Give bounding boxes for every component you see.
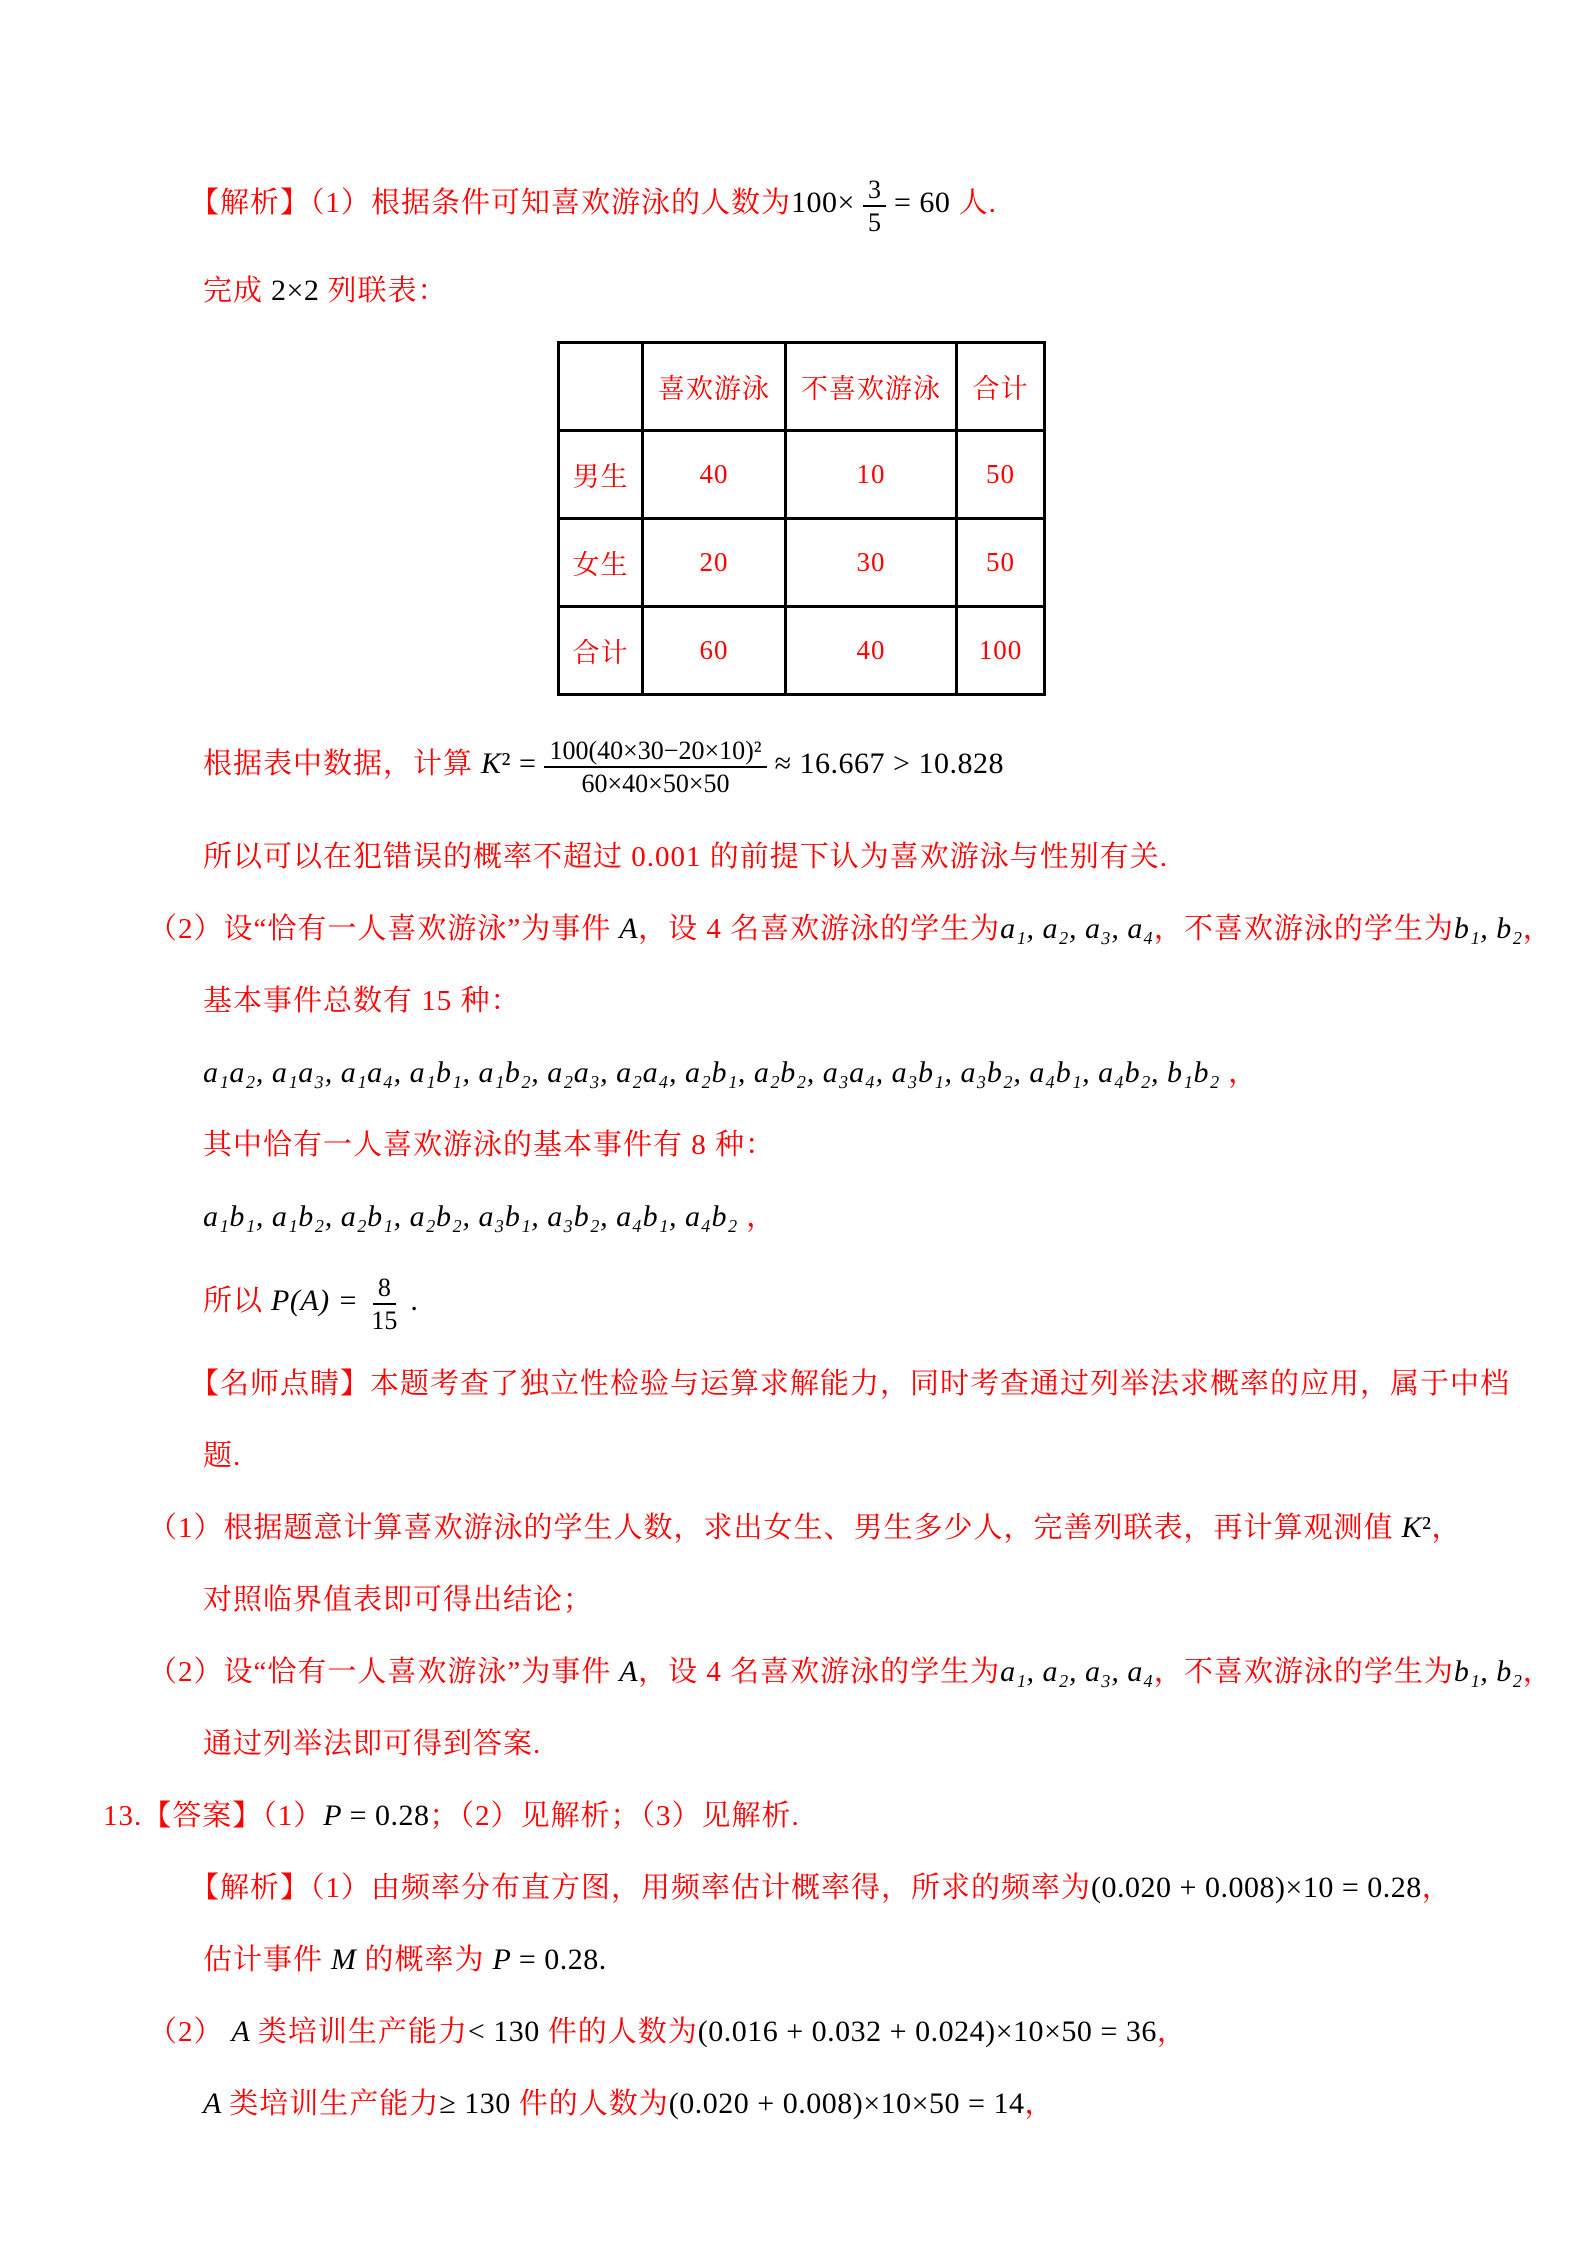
table-row-label: 女生 bbox=[559, 519, 643, 607]
text-line bbox=[146, 1109, 1557, 1181]
text-segment: 100× bbox=[791, 186, 855, 219]
text-line bbox=[146, 1181, 1557, 1253]
text-segment: 所以可以在犯错误的概率不超过 0.001 的前提下认为喜欢游泳与性别有关. bbox=[203, 841, 1169, 873]
table-row bbox=[559, 607, 1045, 695]
text-segment: （2） bbox=[148, 2016, 224, 2048]
text-segment: P bbox=[323, 1799, 350, 1832]
text-segment: = 0.28 bbox=[349, 1799, 430, 1832]
text-line bbox=[146, 1708, 1557, 1780]
text-segment: ≥ 130 bbox=[439, 2087, 519, 2120]
text-segment: 列联表： bbox=[327, 275, 448, 307]
text-segment: ，不喜欢游泳的学生为 bbox=[1153, 913, 1454, 945]
table-header-cell: 不喜欢游泳 bbox=[786, 343, 957, 431]
text-segment: ， bbox=[1431, 1512, 1462, 1544]
text-line bbox=[146, 1420, 1557, 1492]
text-segment: ，设 4 名喜欢游泳的学生为 bbox=[638, 913, 1001, 945]
text-segment: ， bbox=[1522, 913, 1553, 945]
text-segment: ² = bbox=[501, 747, 537, 780]
contingency-table bbox=[557, 341, 1046, 696]
table-cell: 20 bbox=[643, 519, 786, 607]
text-segment: ， bbox=[1522, 1656, 1553, 1688]
table-cell: 100 bbox=[957, 607, 1045, 695]
text-segment: K bbox=[473, 747, 502, 780]
fraction-numerator: 8 bbox=[373, 1272, 396, 1305]
text-line bbox=[146, 893, 1557, 965]
text-line bbox=[146, 1492, 1557, 1564]
section-tag: 【解析】 bbox=[190, 187, 311, 219]
text-segment: ， bbox=[1024, 2088, 1055, 2120]
fraction-denominator: 60×40×50×50 bbox=[581, 769, 730, 799]
text-segment: a₁b₁, a₁b₂, a₂b₁, a₂b₂, a₃b₁, a₃b₂, a₄b₁, a₄b₂ bbox=[203, 1200, 738, 1233]
text-line bbox=[146, 2068, 1557, 2140]
table-header-cell: 合计 bbox=[957, 343, 1045, 431]
text-segment: 题. bbox=[203, 1440, 242, 1472]
text-segment: = 0.28. bbox=[518, 1943, 607, 1976]
text-segment: 根据表中数据，计算 bbox=[203, 748, 474, 780]
text-segment: （2）设“恰有一人喜欢游泳”为事件 bbox=[148, 1656, 612, 1688]
text-segment: A bbox=[611, 1655, 639, 1688]
text-segment: 类培训生产能力 bbox=[229, 2088, 440, 2120]
text-segment: （1）根据题意计算喜欢游泳的学生人数，求出女生、男生多少人，完善列联表，再计算观测值 bbox=[148, 1512, 1394, 1544]
text-segment: A bbox=[223, 2015, 258, 2048]
text-segment: 2×2 bbox=[263, 274, 328, 307]
text-segment: M bbox=[323, 1943, 365, 1976]
text-segment: . bbox=[410, 1284, 419, 1317]
text-segment: (0.016 + 0.032 + 0.024)×10×50 = 36 bbox=[697, 2015, 1157, 2048]
text-line bbox=[146, 1348, 1557, 1420]
text-line bbox=[146, 1564, 1557, 1636]
text-line bbox=[103, 1780, 1557, 1852]
text-line bbox=[146, 1996, 1557, 2068]
text-line bbox=[146, 821, 1557, 893]
text-segment: ² bbox=[1422, 1511, 1432, 1544]
text-segment: < 130 bbox=[467, 2015, 548, 2048]
text-segment: P(A) = bbox=[263, 1284, 359, 1317]
text-segment: ， bbox=[1219, 1057, 1259, 1089]
text-segment: 对照临界值表即可得出结论； bbox=[203, 1584, 594, 1616]
fraction-denominator: 15 bbox=[371, 1306, 398, 1336]
text-segment: 件的人数为 bbox=[547, 2016, 698, 2048]
text-segment: 13. bbox=[103, 1800, 143, 1832]
text-segment: a₁a₂, a₁a₃, a₁a₄, a₁b₁, a₁b₂, a₂a₃, a₂a₄, a₂b₁, a₂b₂, a₃a₄, a₃b₁, a₃b₂, a₄b₁, a₄b₂, b₁b₂ bbox=[203, 1056, 1220, 1089]
text-segment: 完成 bbox=[203, 275, 264, 307]
text-segment: 类培训生产能力 bbox=[257, 2016, 468, 2048]
table-row-label: 男生 bbox=[559, 431, 643, 519]
text-segment: ；（2）见解析；（3）见解析. bbox=[429, 1800, 800, 1832]
table-header-cell: 喜欢游泳 bbox=[643, 343, 786, 431]
text-segment: （2）设“恰有一人喜欢游泳”为事件 bbox=[148, 913, 612, 945]
text-segment: ， bbox=[1421, 1872, 1452, 1904]
text-segment: 人. bbox=[950, 187, 997, 219]
table-row bbox=[559, 431, 1045, 519]
text-line bbox=[146, 1924, 1557, 1996]
table-cell: 30 bbox=[786, 519, 957, 607]
text-segment: a₁, a₂, a₃, a₄ bbox=[1000, 1655, 1154, 1688]
text-line bbox=[146, 1636, 1557, 1708]
table-cell: 50 bbox=[957, 431, 1045, 519]
section-tag: 【答案】 bbox=[142, 1800, 263, 1832]
text-line bbox=[146, 1037, 1557, 1109]
text-segment: 基本事件总数有 15 种： bbox=[203, 985, 521, 1017]
text-line bbox=[146, 255, 1557, 327]
fraction-denominator: 5 bbox=[867, 208, 881, 238]
text-segment: b₁, b₂ bbox=[1453, 912, 1523, 945]
text-segment: 本题考查了独立性检验与运算求解能力，同时考查通过列举法求概率的应用，属于中档 bbox=[370, 1368, 1511, 1400]
math-fraction bbox=[366, 1272, 402, 1336]
table-cell: 40 bbox=[786, 607, 957, 695]
text-segment: = 60 bbox=[893, 186, 951, 219]
text-line bbox=[146, 965, 1557, 1037]
text-line bbox=[146, 706, 1557, 821]
table-header-cell bbox=[559, 343, 643, 431]
text-segment: P bbox=[484, 1943, 519, 1976]
section-tag: 【解析】 bbox=[190, 1872, 311, 1904]
text-segment: ≈ 16.667 > 10.828 bbox=[774, 747, 1004, 780]
table-header-row bbox=[559, 343, 1045, 431]
table-cell: 10 bbox=[786, 431, 957, 519]
text-segment: 估计事件 bbox=[203, 1944, 324, 1976]
text-segment: 的概率为 bbox=[364, 1944, 485, 1976]
text-segment: a₁, a₂, a₃, a₄ bbox=[1000, 912, 1154, 945]
table-cell: 50 bbox=[957, 519, 1045, 607]
section-tag: 【名师点睛】 bbox=[190, 1368, 371, 1400]
text-segment: 通过列举法即可得到答案. bbox=[203, 1728, 542, 1760]
table-cell: 60 bbox=[643, 607, 786, 695]
table-row bbox=[559, 519, 1045, 607]
text-segment: ， bbox=[737, 1201, 777, 1233]
math-fraction bbox=[544, 735, 766, 799]
text-segment: A bbox=[611, 912, 639, 945]
text-segment: 所以 bbox=[203, 1285, 264, 1317]
table-cell: 40 bbox=[643, 431, 786, 519]
text-segment: A bbox=[203, 2087, 230, 2120]
text-line bbox=[146, 150, 1557, 255]
text-segment: b₁, b₂ bbox=[1453, 1655, 1523, 1688]
text-segment: (0.020 + 0.008)×10 = 0.28 bbox=[1091, 1871, 1422, 1904]
text-segment: K bbox=[1393, 1511, 1423, 1544]
text-segment: 其中恰有一人喜欢游泳的基本事件有 8 种： bbox=[203, 1129, 776, 1161]
text-line bbox=[146, 1253, 1557, 1348]
table-row-label: 合计 bbox=[559, 607, 643, 695]
text-segment: ，设 4 名喜欢游泳的学生为 bbox=[638, 1656, 1001, 1688]
text-segment: ， bbox=[1156, 2016, 1187, 2048]
text-segment: （1）根据条件可知喜欢游泳的人数为 bbox=[310, 187, 792, 219]
math-fraction bbox=[863, 174, 886, 238]
text-segment: （1） bbox=[262, 1800, 324, 1832]
fraction-numerator: 100(40×30−20×10)² bbox=[544, 735, 766, 768]
text-segment: (0.020 + 0.008)×10×50 = 14 bbox=[668, 2087, 1025, 2120]
text-segment: 件的人数为 bbox=[518, 2088, 669, 2120]
fraction-numerator: 3 bbox=[863, 174, 886, 207]
text-segment: ，不喜欢游泳的学生为 bbox=[1153, 1656, 1454, 1688]
text-line bbox=[146, 1852, 1557, 1924]
text-segment: （1）由频率分布直方图，用频率估计概率得，所求的频率为 bbox=[310, 1872, 1092, 1904]
